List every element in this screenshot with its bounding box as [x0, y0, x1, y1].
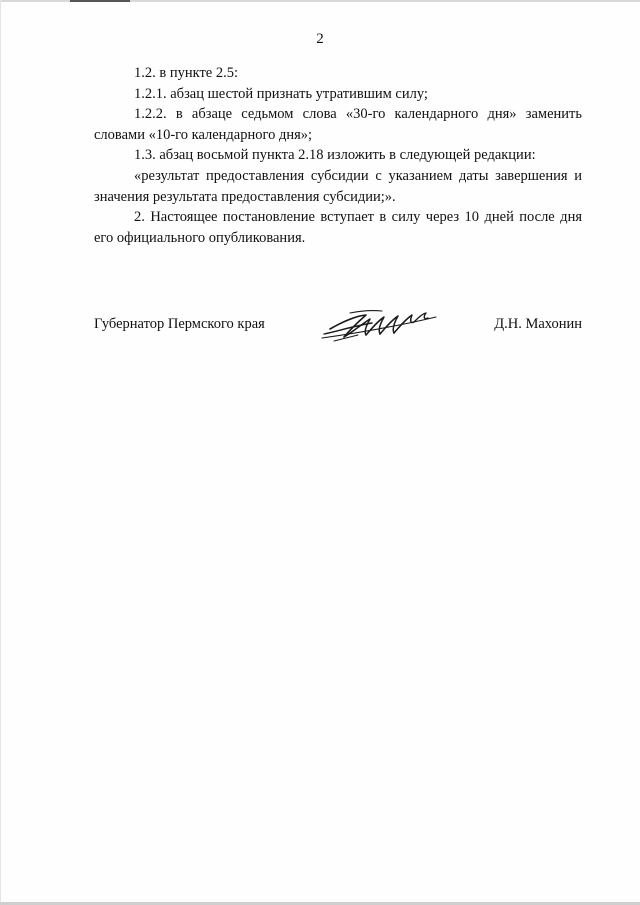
paragraph-2: 2. Настоящее постановление вступает в силу через 10 дней после дня его официального опубликования. — [94, 209, 582, 246]
paragraph-1-2-1: 1.2.1. абзац шестой признать утратившим силу; — [134, 85, 428, 102]
handwritten-signature-icon — [320, 304, 438, 344]
page-number: 2 — [316, 31, 324, 47]
paragraph-quoted-text: «результат предоставления субсидии с указанием даты завершения и значения результата предоставления субсидии;». — [94, 167, 582, 205]
scan-mark-top — [70, 0, 130, 2]
paragraph-1-2-2: 1.2.2. в абзаце седьмом слова «30-го календарного дня» заменить словами «10-го календарного дня»; — [94, 106, 582, 143]
signature-block — [94, 304, 582, 354]
document-body — [94, 63, 582, 248]
scan-edge-left — [0, 0, 1, 905]
paragraph-1-2: 1.2. в пункте 2.5: — [134, 65, 239, 81]
signer-name: Д.Н. Махонин — [494, 316, 582, 332]
paragraph-1-3: 1.3. абзац восьмой пункта 2.18 изложить в следующей редакции: — [134, 147, 536, 164]
signer-position: Губернатор Пермского края — [94, 316, 265, 332]
